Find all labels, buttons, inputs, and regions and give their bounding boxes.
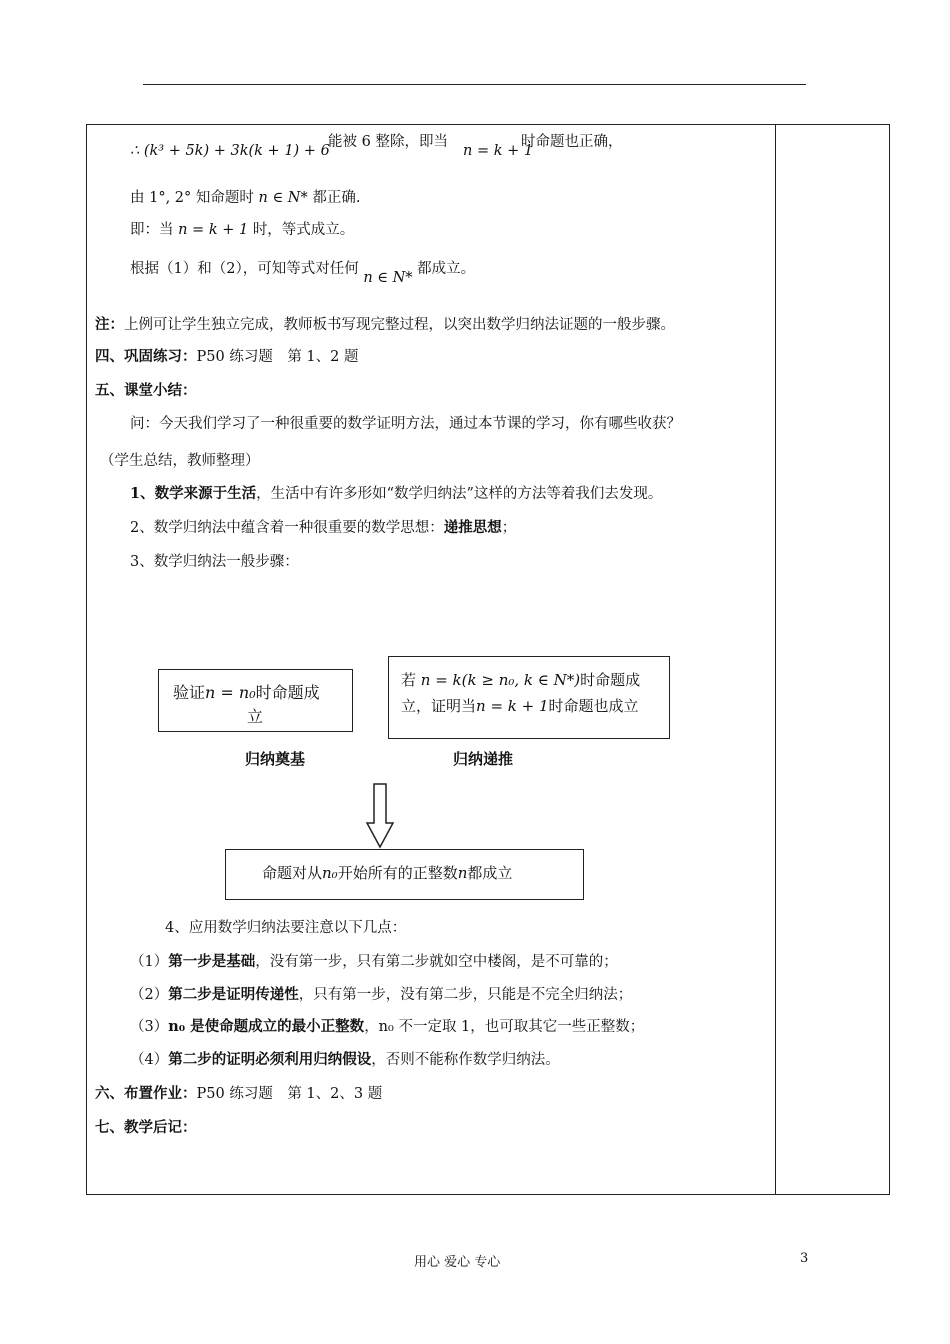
section-4: 四、巩固练习：P50 练习题 第 1、2 题: [95, 348, 359, 365]
teacher-note: 注：上例可让学生独立完成，教师板书写现完整过程，以突出数学归纳法证题的一般步骤。: [95, 316, 675, 333]
proof-line-1-math: ∴ (k³ + 5k) + 3k(k + 1) + 6: [130, 143, 330, 159]
proof-line-1-math-b: n = k + 1: [463, 143, 534, 159]
point-1: （1）第一步是基础，没有第一步，只有第二步就如空中楼阁，是不可靠的；: [130, 953, 618, 970]
summary-item-2: 2、数学归纳法中蕴含着一种很重要的数学思想：递推思想；: [130, 519, 517, 536]
proof-line-4: 根据（1）和（2），可知等式对任何 n ∈ N* 都成立。: [130, 261, 476, 286]
base-step-box: 验证n = n₀时命题成 立: [158, 669, 353, 732]
point-3: （3）n₀ 是使命题成立的最小正整数，n₀ 不一定取 1，也可取其它一些正整数；: [130, 1018, 645, 1035]
points-intro: 4、应用数学归纳法要注意以下几点：: [165, 920, 407, 936]
proof-line-1-text: 能被 6 整除，即当: [328, 134, 448, 150]
down-arrow-icon: [365, 783, 395, 849]
proof-line-1-text-b: 时命题也正确，: [521, 134, 623, 150]
base-step-label: 归纳奠基: [245, 750, 306, 768]
inductive-step-label: 归纳递推: [453, 750, 514, 768]
section-7: 七、教学后记：: [95, 1119, 197, 1136]
footer-motto: 用心 爱心 专心: [414, 1255, 501, 1270]
header-rule: [143, 84, 806, 85]
point-4: （4）第二步的证明必须利用归纳假设，否则不能称作数学归纳法。: [130, 1051, 560, 1068]
inductive-step-box: 若 n = k(k ≥ n₀, k ∈ N*)时命题成 立，证明当n = k + 1时命题也成立: [388, 656, 670, 739]
table-column-divider: [775, 124, 776, 1195]
summary-question: 问：今天我们学习了一种很重要的数学证明方法，通过本节课的学习，你有哪些收获？: [130, 416, 681, 432]
summary-aside: （学生总结，教师整理）: [100, 453, 260, 469]
section-6: 六、布置作业：P50 练习题 第 1、2、3 题: [95, 1085, 383, 1102]
proof-line-2: 由 1°, 2° 知命题时 n ∈ N* 都正确.: [130, 190, 361, 206]
conclusion-box: 命题对从n₀开始所有的正整数n都成立: [225, 849, 584, 900]
point-2: （2）第二步是证明传递性，只有第一步，没有第二步，只能是不完全归纳法；: [130, 986, 633, 1003]
proof-line-3: 即：当 n = k + 1 时，等式成立。: [130, 222, 355, 238]
summary-item-3: 3、数学归纳法一般步骤：: [130, 554, 299, 570]
page-number: 3: [800, 1251, 809, 1266]
section-5-heading: 五、课堂小结：: [95, 382, 197, 399]
summary-item-1: 1、数学来源于生活，生活中有许多形如“数学归纳法”这样的方法等着我们去发现。: [130, 485, 663, 502]
